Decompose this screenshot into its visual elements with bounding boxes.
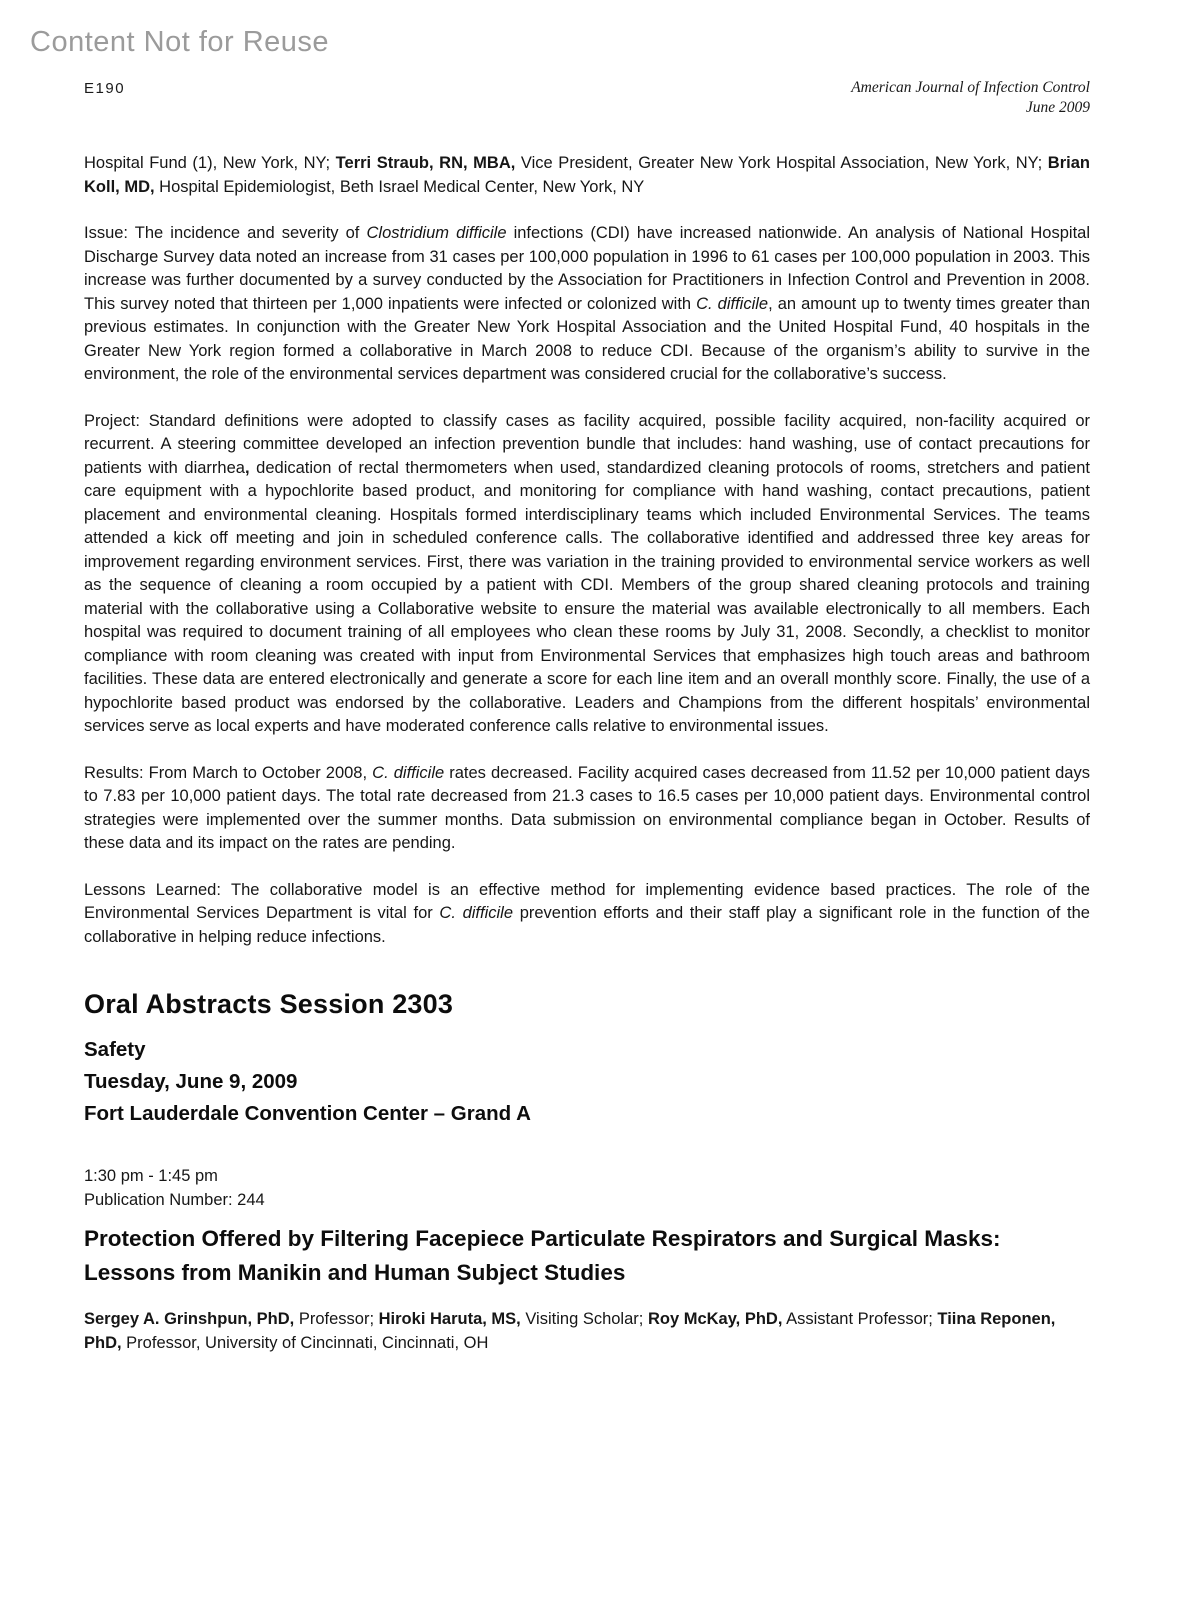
journal-meta — [851, 78, 1090, 118]
abstract-project-paragraph: Project: Standard definitions were adopted to classify cases as facility acquired, possible facility acquired, non-facility acquired or recurrent. A steering committee developed an infection prevention bundle that includes: hand washing, use of contact precautions for patients with diarrhea, dedication of rectal thermometers when used, standardized cleaning protocols of rooms, stretchers and patient care equipment with a hypochlorite based product, and monitoring for compliance with hand washing, contact precautions, patient placement and environmental cleaning. Hospitals formed interdisciplinary teams which included Environmental Services. The teams attended a kick off meeting and join in scheduled conference calls. The collaborative identified and addressed three key areas for improvement regarding environment services. First, there was variation in the training provided to environmental service workers as well as the sequence of cleaning a room occupied by a patient with CDI. Members of the group shared cleaning protocols and training material with the collaborative using a Collaborative website to ensure the material was available electronically to all members. Each hospital was required to document training of all employees who clean these rooms by July 31, 2008. Secondly, a checklist to monitor compliance with room cleaning was created with input from Environmental Services that emphasizes high touch areas and bathroom facilities. These data are entered electronically and generate a score for each line item and an overall monthly score. Finally, the use of a hypochlorite based product was endorsed by the collaborative. Leaders and Champions from the different hospitals’ environmental services serve as local experts and have moderated conference calls relative to environmental issues. — [84, 411, 1090, 735]
session-header — [84, 989, 1090, 1130]
abstract-affiliations: Hospital Fund (1), New York, NY; Terri Straub, RN, MBA, Vice President, Greater New York Hospital Association, New York, NY; Brian Koll, MD, Hospital Epidemiologist, Beth Israel Medical Center, New York, NY — [84, 154, 1090, 196]
abstract-lessons-learned-paragraph: Lessons Learned: The collaborative model is an effective method for implementing evidence based practices. The role of the Environmental Services Department is vital for C. difficile prevention efforts and their staff play a significant role in the function of the collaborative in helping reduce infections. — [84, 880, 1090, 946]
page-content — [84, 118, 1090, 1355]
publication-number: Publication Number: 244 — [84, 1191, 265, 1209]
session-title: Oral Abstracts Session 2303 — [84, 989, 454, 1019]
presentation-title: Protection Offered by Filtering Facepiece Particulate Respirators and Surgical Masks: Lessons from Manikin and Human Subject Studies — [84, 1226, 1001, 1285]
page-header — [84, 78, 1090, 118]
session-date: Tuesday, June 9, 2009 — [84, 1070, 298, 1093]
abstract-results-paragraph: Results: From March to October 2008, C. difficile rates decreased. Facility acquired cases decreased from 11.52 per 10,000 patient days to 7.83 per 10,000 patient days. The total rate decreased from 21.3 cases to 16.5 cases per 10,000 patient days. Environmental control strategies were implemented over the summer months. Data submission on environmental compliance began in October. Results of these data and its impact on the rates are pending. — [84, 763, 1090, 852]
journal-name: American Journal of Infection Control — [851, 79, 1090, 96]
journal-issue-date: June 2009 — [1025, 99, 1090, 116]
session-location: Fort Lauderdale Convention Center – Grand A — [84, 1102, 531, 1125]
abstract-issue-paragraph: Issue: The incidence and severity of Clostridium difficile infections (CDI) have increased nationwide. An analysis of National Hospital Discharge Survey data noted an increase from 31 cases per 100,000 population in 1996 to 61 cases per 100,000 population in 2003. This increase was further documented by a survey conducted by the Association for Practitioners in Infection Control and Prevention in 2008. This survey noted that thirteen per 1,000 inpatients were infected or colonized with C. difficile, an amount up to twenty times greater than previous estimates. In conjunction with the Greater New York Hospital Association and the United Hospital Fund, 40 hospitals in the Greater New York region formed a collaborative in March 2008 to reduce CDI. Because of the organism’s ability to survive in the environment, the role of the environmental services department was considered crucial for the collaborative’s success. — [84, 224, 1091, 383]
page-number: E190 — [84, 80, 126, 97]
session-track: Safety — [84, 1038, 146, 1061]
presentation-block — [84, 1164, 1090, 1355]
watermark-text: Content Not for Reuse — [30, 26, 330, 58]
presentation-authors: Sergey A. Grinshpun, PhD, Professor; Hiroki Haruta, MS, Visiting Scholar; Roy McKay, PhD, Assistant Professor; Tiina Reponen, PhD, Professor, University of Cincinnati, Cincinnati, OH — [84, 1310, 1056, 1352]
presentation-time: 1:30 pm - 1:45 pm — [84, 1167, 218, 1185]
